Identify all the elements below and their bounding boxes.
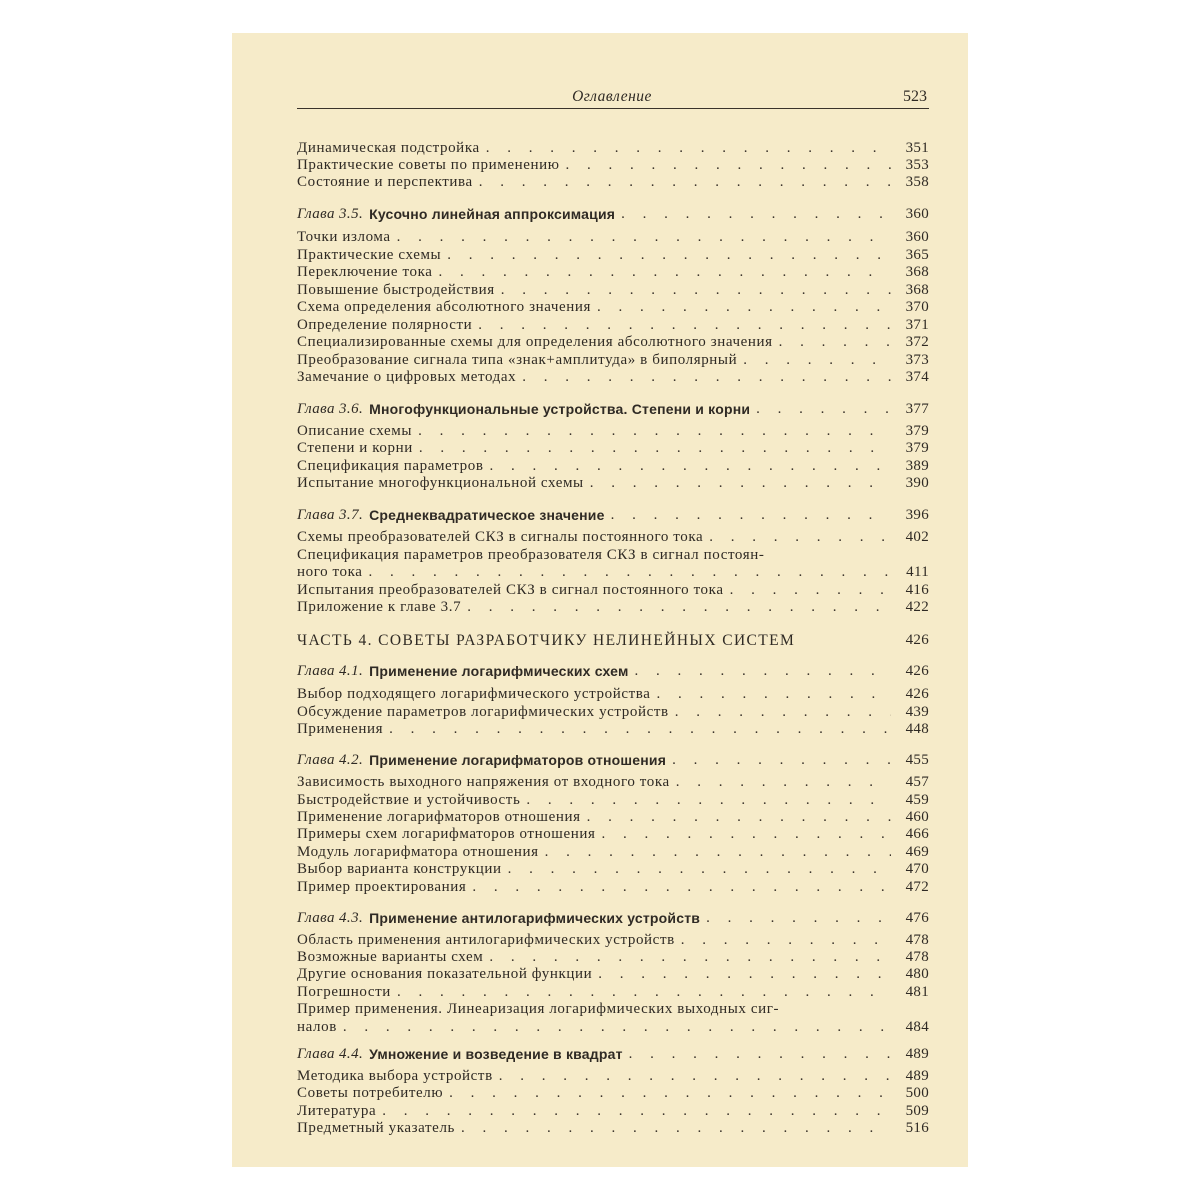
toc-entry-row — [297, 439, 929, 457]
entry-title: Степени и корни — [297, 440, 413, 456]
entry-title: ного тока — [297, 564, 363, 580]
toc-entry-row — [297, 983, 929, 1001]
dot-leader — [670, 774, 891, 791]
entry-title: Зависимость выходного напряжения от входного тока — [297, 774, 670, 790]
book-page — [232, 33, 968, 1167]
toc-entry-row — [297, 1067, 929, 1085]
entry-title: Преобразование сигнала типа «знак+амплитуда» в биполярный — [297, 352, 738, 368]
entry-title: Методика выбора устройств — [297, 1068, 493, 1084]
entry-title: Точки излома — [297, 229, 391, 245]
entry-title: Специализированные схемы для определения абсолютного значения — [297, 334, 773, 350]
toc-entry-row — [297, 843, 929, 861]
toc-entry-row — [297, 581, 929, 599]
page-number: 353 — [905, 157, 929, 173]
entry-title: Пример применения. Линеаризация логарифмических выходных сиг- — [297, 1001, 780, 1017]
entry-title: Пример проектирования — [297, 879, 467, 895]
page-number: 368 — [905, 264, 929, 280]
toc-entry-row — [297, 333, 929, 351]
page-number: 358 — [905, 174, 929, 190]
toc-entry-row — [297, 263, 929, 281]
entry-title: Спецификация параметров — [297, 458, 484, 474]
page-number: 379 — [905, 440, 929, 456]
page-number: 500 — [905, 1085, 929, 1101]
entry-title: налов — [297, 1019, 337, 1035]
chapter-title: Кусочно линейная аппроксимация — [369, 206, 616, 222]
entry-title: Замечание о цифровых методах — [297, 369, 517, 385]
entry-title: Состояние и перспектива — [297, 174, 473, 190]
dot-leader — [441, 247, 891, 264]
dot-leader — [495, 282, 891, 299]
entry-title: Обсуждение параметров логарифмических устройств — [297, 704, 669, 720]
toc-chapter-row — [297, 506, 929, 524]
dot-leader — [623, 1046, 891, 1063]
page-number: 377 — [905, 401, 929, 417]
entry-title: Выбор подходящего логарифмического устройства — [297, 686, 651, 702]
page-number: 389 — [905, 458, 929, 474]
page-number: 466 — [905, 826, 929, 842]
entry-title: ЧАСТЬ 4. СОВЕТЫ РАЗРАБОТЧИКУ НЕЛИНЕЙНЫХ СИСТЕМ — [297, 632, 796, 649]
toc-entry-row — [297, 931, 929, 949]
dot-leader — [750, 401, 891, 418]
page-number: 373 — [905, 352, 929, 368]
toc-entry-row — [297, 773, 929, 791]
dot-leader — [520, 792, 891, 809]
dot-leader — [391, 984, 891, 1001]
entry-title: Схема определения абсолютного значения — [297, 299, 592, 315]
dot-leader — [605, 507, 891, 524]
toc-entry-row — [297, 281, 929, 299]
chapter-title: Среднеквадратическое значение — [369, 507, 605, 523]
dot-leader — [363, 564, 891, 581]
toc-entry-row — [297, 1084, 929, 1102]
dot-leader — [560, 157, 891, 174]
entry-title: Выбор варианта конструкции — [297, 861, 502, 877]
chapter-label: Глава 3.6. — [297, 401, 364, 417]
chapter-title: Применение логарифматоров отношения — [369, 752, 667, 768]
dot-leader — [773, 334, 891, 351]
toc-entry-row — [297, 351, 929, 369]
page-number: 484 — [905, 1019, 929, 1035]
page-number: 390 — [905, 475, 929, 491]
page-number: 360 — [905, 206, 929, 222]
entry-title: Погрешности — [297, 984, 391, 1000]
page-number: 426 — [905, 632, 929, 648]
toc-part-row — [297, 631, 929, 649]
entry-title: Модуль логарифматора отношения — [297, 844, 539, 860]
page-number: 439 — [905, 704, 929, 720]
chapter-title: Многофункциональные устройства. Степени и корни — [369, 401, 751, 417]
dot-leader — [412, 423, 891, 440]
chapter-label: Глава 4.2. — [297, 752, 364, 768]
page-number: 371 — [905, 317, 929, 333]
entry-title: Спецификация параметров преобразователя СКЗ в сигнал постоян- — [297, 547, 765, 563]
toc-entry-row — [297, 228, 929, 246]
page-number: 476 — [905, 910, 929, 926]
page-number: 402 — [905, 529, 929, 545]
page-number: 426 — [905, 686, 929, 702]
header-title: Оглавление — [572, 88, 652, 105]
dot-leader — [443, 1085, 891, 1102]
toc-entry-row — [297, 563, 929, 581]
dot-leader — [413, 440, 891, 457]
chapter-label: Глава 3.5. — [297, 206, 364, 222]
page-number: 480 — [905, 966, 929, 982]
page-number: 470 — [905, 861, 929, 877]
page-number: 372 — [905, 334, 929, 350]
toc-entry-row — [297, 948, 929, 966]
entry-title: Схемы преобразователей СКЗ в сигналы постоянного тока — [297, 529, 704, 545]
page-number: 416 — [905, 582, 929, 598]
toc-chapter-row — [297, 662, 929, 680]
entry-title: Примеры схем логарифматоров отношения — [297, 826, 596, 842]
page-number: 368 — [905, 282, 929, 298]
dot-leader — [581, 809, 891, 826]
entry-title: Определение полярности — [297, 317, 473, 333]
page-number: 351 — [905, 140, 929, 156]
dot-leader — [584, 475, 891, 492]
dot-leader — [615, 206, 891, 223]
entry-title: Применения — [297, 721, 384, 737]
toc-chapter-row — [297, 205, 929, 223]
entry-title: Практические советы по применению — [297, 157, 560, 173]
dot-leader — [675, 932, 891, 949]
page-number: 422 — [905, 599, 929, 615]
chapter-label: Глава 4.3. — [297, 910, 364, 926]
page-number: 478 — [905, 932, 929, 948]
entry-title: Быстродействие и устойчивость — [297, 792, 521, 808]
dot-leader — [591, 299, 891, 316]
dot-leader — [466, 879, 891, 896]
dot-leader — [539, 844, 891, 861]
toc-entry-row — [297, 1119, 929, 1137]
entry-title: Испытание многофункциональной схемы — [297, 475, 584, 491]
dot-leader — [484, 458, 891, 475]
toc-entry-row — [297, 316, 929, 334]
toc-entry-row — [297, 298, 929, 316]
toc-entry-row — [297, 965, 929, 983]
toc-chapter-row — [297, 751, 929, 769]
chapter-title: Умножение и возведение в квадрат — [369, 1046, 623, 1062]
toc-entry-row — [297, 546, 929, 564]
dot-leader — [455, 1120, 891, 1137]
dot-leader — [592, 966, 891, 983]
entry-title: Динамическая подстройка — [297, 140, 480, 156]
chapter-label: Глава 4.1. — [297, 663, 364, 679]
page-number: 396 — [905, 507, 929, 523]
dot-leader — [700, 910, 891, 927]
toc-entry-row — [297, 422, 929, 440]
chapter-label: Глава 4.4. — [297, 1046, 364, 1062]
entry-title: Другие основания показательной функции — [297, 966, 593, 982]
entry-title: Советы потребителю — [297, 1085, 444, 1101]
toc-chapter-row — [297, 400, 929, 418]
page-number: 489 — [905, 1046, 929, 1062]
page-number: 360 — [905, 229, 929, 245]
toc-entry-row — [297, 173, 929, 191]
dot-leader — [502, 861, 891, 878]
page-number: 374 — [905, 369, 929, 385]
toc-entry-row — [297, 1018, 929, 1036]
toc-entry-row — [297, 860, 929, 878]
page-number: 481 — [905, 984, 929, 1000]
toc-entry-row — [297, 474, 929, 492]
toc-entry-row — [297, 139, 929, 157]
dot-leader — [666, 752, 891, 769]
entry-title: Повышение быстродействия — [297, 282, 495, 298]
entry-title: Испытания преобразователей СКЗ в сигнал постоянного тока — [297, 582, 724, 598]
toc-entry-row — [297, 791, 929, 809]
entry-title: Возможные варианты схем — [297, 949, 484, 965]
dot-leader — [669, 704, 891, 721]
page-number: 365 — [905, 247, 929, 263]
toc-entry-row — [297, 808, 929, 826]
toc-entry-row — [297, 703, 929, 721]
toc-chapter-row — [297, 1045, 929, 1063]
dot-leader — [595, 826, 891, 843]
entry-title: Переключение тока — [297, 264, 433, 280]
dot-leader — [376, 1103, 891, 1120]
page-number: 516 — [905, 1120, 929, 1136]
page-number: 448 — [905, 721, 929, 737]
dot-leader — [433, 264, 892, 281]
page-number: 509 — [905, 1103, 929, 1119]
dot-leader — [391, 229, 891, 246]
dot-leader — [650, 686, 891, 703]
dot-leader — [473, 174, 891, 191]
page-number: 426 — [905, 663, 929, 679]
page-number: 457 — [905, 774, 929, 790]
toc-entry-row — [297, 528, 929, 546]
page-number: 472 — [905, 879, 929, 895]
toc-entry-row — [297, 457, 929, 475]
entry-title: Приложение к главе 3.7 — [297, 599, 462, 615]
toc-entry-row — [297, 720, 929, 738]
entry-title: Применение логарифматоров отношения — [297, 809, 581, 825]
dot-leader — [480, 140, 891, 157]
toc-entry-row — [297, 246, 929, 264]
page-number: 469 — [905, 844, 929, 860]
page-number: 478 — [905, 949, 929, 965]
toc-entry-row — [297, 598, 929, 616]
page-number: 455 — [905, 752, 929, 768]
entry-title: Предметный указатель — [297, 1120, 455, 1136]
toc-entry-row — [297, 1000, 929, 1018]
dot-leader — [383, 721, 891, 738]
chapter-title: Применение антилогарифмических устройств — [369, 910, 701, 926]
dot-leader — [483, 949, 891, 966]
dot-leader — [493, 1068, 891, 1085]
dot-leader — [337, 1019, 891, 1036]
page-number: 489 — [905, 1068, 929, 1084]
page-number: 459 — [905, 792, 929, 808]
entry-title: Литература — [297, 1103, 377, 1119]
toc-entry-row — [297, 685, 929, 703]
toc-chapter-row — [297, 909, 929, 927]
page-number: 411 — [906, 564, 929, 580]
toc-entry-row — [297, 1102, 929, 1120]
dot-leader — [629, 663, 891, 680]
dot-leader — [516, 369, 891, 386]
dot-leader — [724, 582, 891, 599]
chapter-title: Применение логарифмических схем — [369, 663, 629, 679]
entry-title: Описание схемы — [297, 423, 413, 439]
page-number: 370 — [905, 299, 929, 315]
toc-entry-row — [297, 156, 929, 174]
chapter-label: Глава 3.7. — [297, 507, 364, 523]
header-page-number: 523 — [903, 88, 927, 105]
page-number: 460 — [905, 809, 929, 825]
toc-entry-row — [297, 825, 929, 843]
entry-title: Область применения антилогарифмических устройств — [297, 932, 675, 948]
table-of-contents — [232, 33, 968, 1167]
toc-entry-row — [297, 368, 929, 386]
dot-leader — [472, 317, 891, 334]
page-number: 379 — [905, 423, 929, 439]
dot-leader — [737, 352, 891, 369]
dot-leader — [461, 599, 891, 616]
entry-title: Практические схемы — [297, 247, 442, 263]
dot-leader — [703, 529, 891, 546]
toc-entry-row — [297, 878, 929, 896]
